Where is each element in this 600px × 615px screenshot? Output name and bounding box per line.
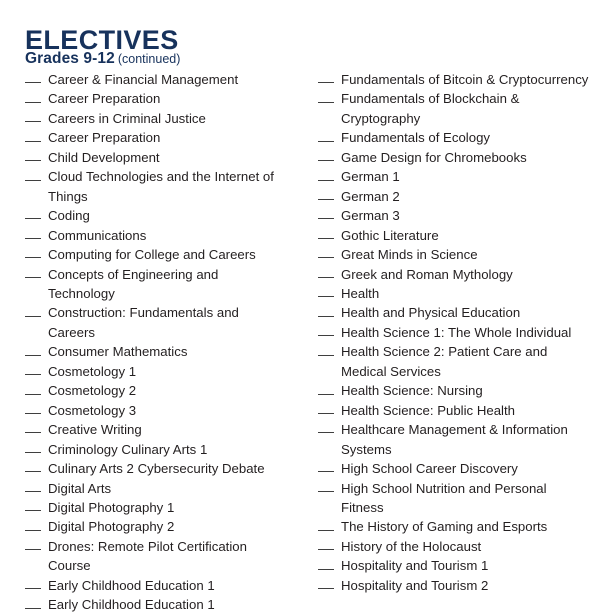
course-name: Drones: Remote Pilot Certification Course: [48, 538, 247, 574]
course-checklist-item[interactable]: [318, 89, 590, 128]
course-checklist-item[interactable]: [318, 187, 590, 206]
course-name: Culinary Arts 2 Cybersecurity Debate: [48, 461, 265, 477]
course-checklist-item[interactable]: [318, 128, 590, 147]
course-checklist-item[interactable]: [25, 362, 287, 381]
blank-line-icon: [25, 588, 41, 589]
course-checklist-item[interactable]: [25, 128, 287, 147]
course-name: Fundamentals of Bitcoin & Cryptocurrency: [341, 72, 589, 87]
blank-line-icon: [318, 569, 334, 570]
course-name: German 1: [341, 169, 400, 185]
blank-line-icon: [318, 335, 334, 336]
course-checklist-item[interactable]: [318, 556, 590, 575]
course-checklist-item[interactable]: [25, 595, 287, 614]
course-checklist-item[interactable]: [318, 537, 590, 556]
course-checklist-item[interactable]: [25, 537, 287, 576]
blank-line-icon: [25, 452, 41, 453]
course-checklist-item[interactable]: [318, 323, 590, 342]
page-title: ELECTIVES: [25, 25, 179, 56]
course-checklist-item[interactable]: [25, 498, 287, 517]
blank-line-icon: [318, 355, 334, 356]
blank-line-icon: [318, 296, 334, 297]
course-checklist-item[interactable]: [318, 245, 590, 264]
blank-line-icon: [318, 257, 334, 258]
blank-line-icon: [25, 141, 41, 142]
course-name: Health Science: Nursing: [341, 383, 483, 399]
course-name: Cosmetology 2: [48, 383, 137, 399]
blank-line-icon: [25, 257, 41, 258]
course-name: Fundamentals of Ecology: [341, 130, 491, 146]
course-checklist-item[interactable]: [318, 381, 590, 400]
course-checklist-item[interactable]: [318, 576, 590, 595]
blank-line-icon: [318, 180, 334, 181]
blank-line-icon: [25, 277, 41, 278]
blank-line-icon: [318, 316, 334, 317]
blank-line-icon: [318, 471, 334, 472]
blank-line-icon: [25, 238, 41, 239]
course-checklist-item[interactable]: [25, 167, 287, 206]
course-name: Health Science: Public Health: [341, 402, 516, 418]
course-name: Healthcare Management & Information Systems: [341, 422, 568, 457]
course-checklist-item[interactable]: [25, 265, 287, 304]
course-checklist-item[interactable]: [25, 89, 287, 108]
blank-line-icon: [318, 588, 334, 589]
course-name: Cloud Technologies and the Internet of Things: [48, 169, 274, 204]
blank-line-icon: [318, 238, 334, 239]
course-name: Cosmetology 1: [48, 363, 137, 379]
course-name: Construction: Fundamentals and Careers: [48, 305, 239, 340]
course-checklist-item[interactable]: [318, 517, 590, 536]
course-name: Health and Physical Education: [341, 305, 521, 321]
course-checklist-item[interactable]: [25, 420, 287, 439]
course-checklist-item[interactable]: [25, 245, 287, 264]
course-name: Digital Photography 1: [48, 499, 175, 515]
course-checklist-item[interactable]: [25, 342, 287, 361]
blank-line-icon: [25, 608, 41, 609]
course-name: High School Nutrition and Personal Fitness: [341, 480, 547, 515]
course-checklist-item[interactable]: [318, 459, 590, 478]
course-checklist-item[interactable]: [318, 226, 590, 245]
blank-line-icon: [25, 510, 41, 511]
course-checklist-item[interactable]: [25, 440, 287, 459]
course-name: Cosmetology 3: [48, 402, 137, 418]
course-name: Game Design for Chromebooks: [341, 149, 527, 165]
blank-line-icon: [25, 218, 41, 219]
blank-line-icon: [25, 549, 41, 550]
blank-line-icon: [318, 141, 334, 142]
course-checklist-item[interactable]: [25, 459, 287, 478]
blank-line-icon: [318, 82, 334, 83]
blank-line-icon: [25, 374, 41, 375]
course-name: Early Childhood Education 1: [48, 577, 215, 593]
course-name: Digital Arts: [48, 480, 112, 496]
blank-line-icon: [318, 277, 334, 278]
course-name: Coding: [48, 208, 90, 224]
course-name: Computing for College and Careers: [48, 247, 256, 263]
blank-line-icon: [25, 160, 41, 161]
course-checklist-item[interactable]: [25, 576, 287, 595]
blank-line-icon: [318, 491, 334, 492]
blank-line-icon: [318, 530, 334, 531]
course-name: German 3: [341, 208, 400, 224]
course-checklist-item[interactable]: [318, 167, 590, 186]
course-column-left: [25, 70, 287, 615]
course-checklist-item[interactable]: [318, 265, 590, 284]
course-name: Concepts of Engineering and Technology: [48, 266, 219, 301]
course-checklist-item[interactable]: [25, 109, 287, 128]
blank-line-icon: [25, 471, 41, 472]
course-name: Health: [341, 285, 380, 301]
blank-line-icon: [25, 432, 41, 433]
course-checklist-item[interactable]: [318, 70, 590, 89]
section-heading: [25, 51, 180, 67]
course-checklist-item[interactable]: [25, 148, 287, 167]
course-name: Career Preparation: [48, 91, 161, 107]
course-name: Fundamentals of Blockchain & Cryptography: [341, 91, 520, 126]
course-name: Early Childhood Education 1: [48, 597, 215, 613]
blank-line-icon: [318, 549, 334, 550]
course-name: Digital Photography 2: [48, 519, 175, 535]
course-checklist-item[interactable]: [25, 381, 287, 400]
blank-line-icon: [25, 530, 41, 531]
blank-line-icon: [25, 413, 41, 414]
course-name: Greek and Roman Mythology: [341, 266, 513, 282]
course-checklist-item[interactable]: [318, 401, 590, 420]
course-name: Creative Writing: [48, 422, 142, 438]
course-name: Child Development: [48, 149, 160, 165]
blank-line-icon: [318, 218, 334, 219]
blank-line-icon: [25, 180, 41, 181]
course-checklist-item[interactable]: [318, 420, 590, 459]
course-checklist-item[interactable]: [25, 70, 287, 89]
continued-label: (continued): [117, 52, 181, 66]
course-name: Hospitality and Tourism 1: [341, 558, 489, 574]
course-checklist-item[interactable]: [25, 206, 287, 225]
blank-line-icon: [318, 102, 334, 103]
blank-line-icon: [25, 394, 41, 395]
blank-line-icon: [25, 355, 41, 356]
course-checklist-item[interactable]: [318, 148, 590, 167]
course-checklist-item[interactable]: [25, 517, 287, 536]
blank-line-icon: [25, 121, 41, 122]
course-name: Great Minds in Science: [341, 247, 478, 263]
blank-line-icon: [318, 413, 334, 414]
blank-line-icon: [25, 82, 41, 83]
course-name: Career & Financial Management: [48, 72, 239, 87]
grades-label: Grades 9-12: [25, 50, 115, 67]
course-checklist-item[interactable]: [25, 479, 287, 498]
course-checklist-item[interactable]: [318, 303, 590, 322]
blank-line-icon: [25, 491, 41, 492]
blank-line-icon: [25, 316, 41, 317]
blank-line-icon: [25, 102, 41, 103]
course-name: Communications: [48, 227, 147, 243]
course-columns: [0, 70, 600, 613]
course-name: Career Preparation: [48, 130, 161, 146]
course-name: Health Science 2: Patient Care and Medical Services: [341, 344, 548, 379]
course-checklist-item[interactable]: [318, 479, 590, 518]
blank-line-icon: [318, 199, 334, 200]
course-column-right: [318, 70, 590, 595]
course-name: Health Science 1: The Whole Individual: [341, 324, 572, 340]
course-name: The History of Gaming and Esports: [341, 519, 548, 535]
course-name: Consumer Mathematics: [48, 344, 188, 360]
blank-line-icon: [318, 394, 334, 395]
course-checklist-item[interactable]: [25, 303, 287, 342]
course-name: German 2: [341, 188, 400, 204]
course-checklist-item[interactable]: [318, 206, 590, 225]
course-name: Criminology Culinary Arts 1: [48, 441, 208, 457]
course-checklist-item[interactable]: [25, 401, 287, 420]
course-checklist-item[interactable]: [25, 226, 287, 245]
course-name: Gothic Literature: [341, 227, 439, 243]
course-name: High School Career Discovery: [341, 461, 518, 477]
course-name: Hospitality and Tourism 2: [341, 577, 489, 593]
course-checklist-item[interactable]: [318, 342, 590, 381]
blank-line-icon: [318, 160, 334, 161]
course-name: History of the Holocaust: [341, 538, 482, 554]
course-checklist-item[interactable]: [318, 284, 590, 303]
course-name: Careers in Criminal Justice: [48, 110, 206, 126]
blank-line-icon: [318, 432, 334, 433]
